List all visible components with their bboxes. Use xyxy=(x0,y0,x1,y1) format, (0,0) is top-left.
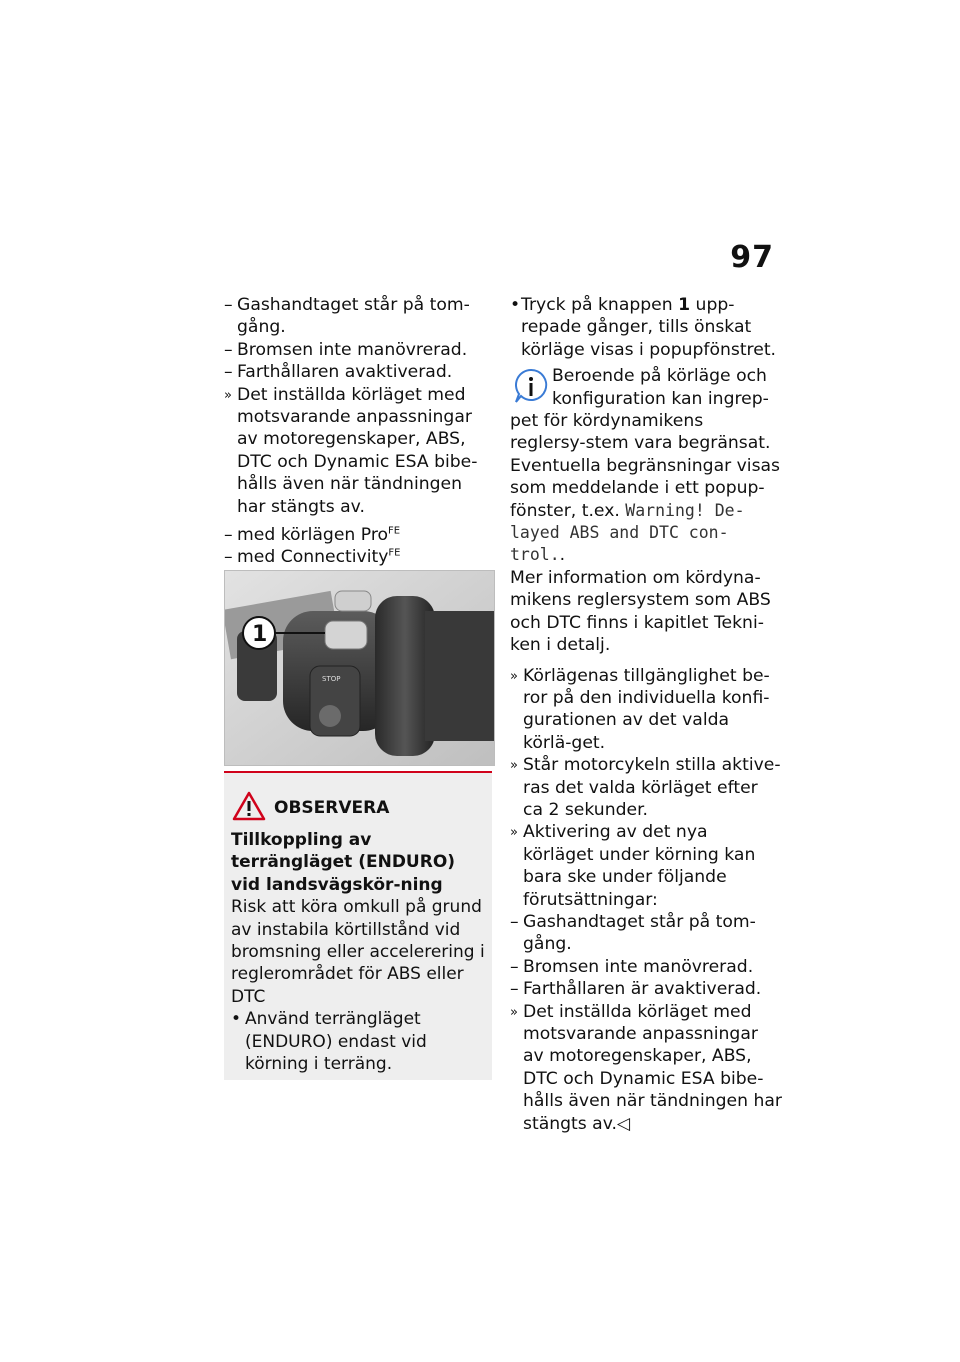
warning-text: Risk att köra omkull på grund av instabila körtillstånd vid bromsning eller accelerering i reglerområdet för ABS eller DTC xyxy=(231,897,485,1007)
list-item: – Gashandtaget står på tom-gång. xyxy=(510,911,756,955)
list-item: – med Connectivity$^{FE}$ xyxy=(224,547,401,568)
list-item: – Gashandtaget står på tom-gång. xyxy=(224,295,470,338)
info-icon xyxy=(510,367,552,407)
list-item: » Det inställda körläget med motsvarande anpassningar av motoregenskaper, ABS, DTC och Dynamic ESA bibe-hålls även när tändningen har stängts av.◁ xyxy=(510,1001,782,1134)
list-item: • Tryck på knappen 1 upp-repade gånger, tills önskat körläge visas i popupfönstret. xyxy=(510,295,777,360)
warning-box xyxy=(224,771,492,1080)
info-note: Beroende på körläge och konfiguration kan ingrep- pet för kördynamikens reglersy-stem vara begränsat. Eventuella begränsningar visas som meddelande i ett popup-fönster, t.ex. Warning! De-layed ABS and DTC con-trol.. Mer information om kördyna-mikens reglersystem som ABS och DTC finns i kapitlet Tekni-ken i detalj. xyxy=(510,366,781,656)
left-column xyxy=(224,294,492,569)
end-mark-icon: ◁ xyxy=(617,1113,631,1134)
right-column xyxy=(510,294,782,1135)
warning-heading: Tillkoppling av terrängläget (ENDURO) vid landsvägskör-ning xyxy=(231,830,456,895)
list-item: – Farthållaren avaktiverad. xyxy=(224,362,453,383)
warning-body xyxy=(231,829,489,1075)
warning-header xyxy=(224,791,492,821)
list-item: » Det inställda körläget med motsvarande anpassningar av motoregenskaper, ABS, DTC och Dynamic ESA bibe-hålls även när tändningen har stängts av. xyxy=(224,384,478,517)
callout-number: 1 xyxy=(252,622,268,647)
list-item: • Använd terrängläget (ENDURO) endast vid körning i terräng. xyxy=(231,1009,427,1075)
list-item: » Körlägenas tillgänglighet be-ror på den individuella konfi-gurationen av det valda körlä-get. xyxy=(510,665,770,753)
list-item: – Farthållaren är avaktiverad. xyxy=(510,979,762,1000)
list-item: – Bromsen inte manövrerad. xyxy=(224,339,468,360)
warning-triangle-icon xyxy=(232,791,266,821)
list-item: – Bromsen inte manövrerad. xyxy=(510,956,754,977)
list-item: – med körlägen Pro$^{FE}$ xyxy=(224,525,401,546)
warning-title: OBSERVERA xyxy=(274,798,390,818)
list-item: » Står motorcykeln stilla aktive-ras det valda körläget efter ca 2 sekunder. xyxy=(510,755,781,820)
list-item: » Aktivering av det nya körläget under körning kan bara ske under följande förutsättningar: xyxy=(510,822,756,910)
stop-label: STOP xyxy=(322,675,341,683)
page-number: 97 xyxy=(730,240,774,275)
handlebar-switch-photo xyxy=(224,570,495,766)
handlebar-switch-illustration xyxy=(225,571,494,765)
